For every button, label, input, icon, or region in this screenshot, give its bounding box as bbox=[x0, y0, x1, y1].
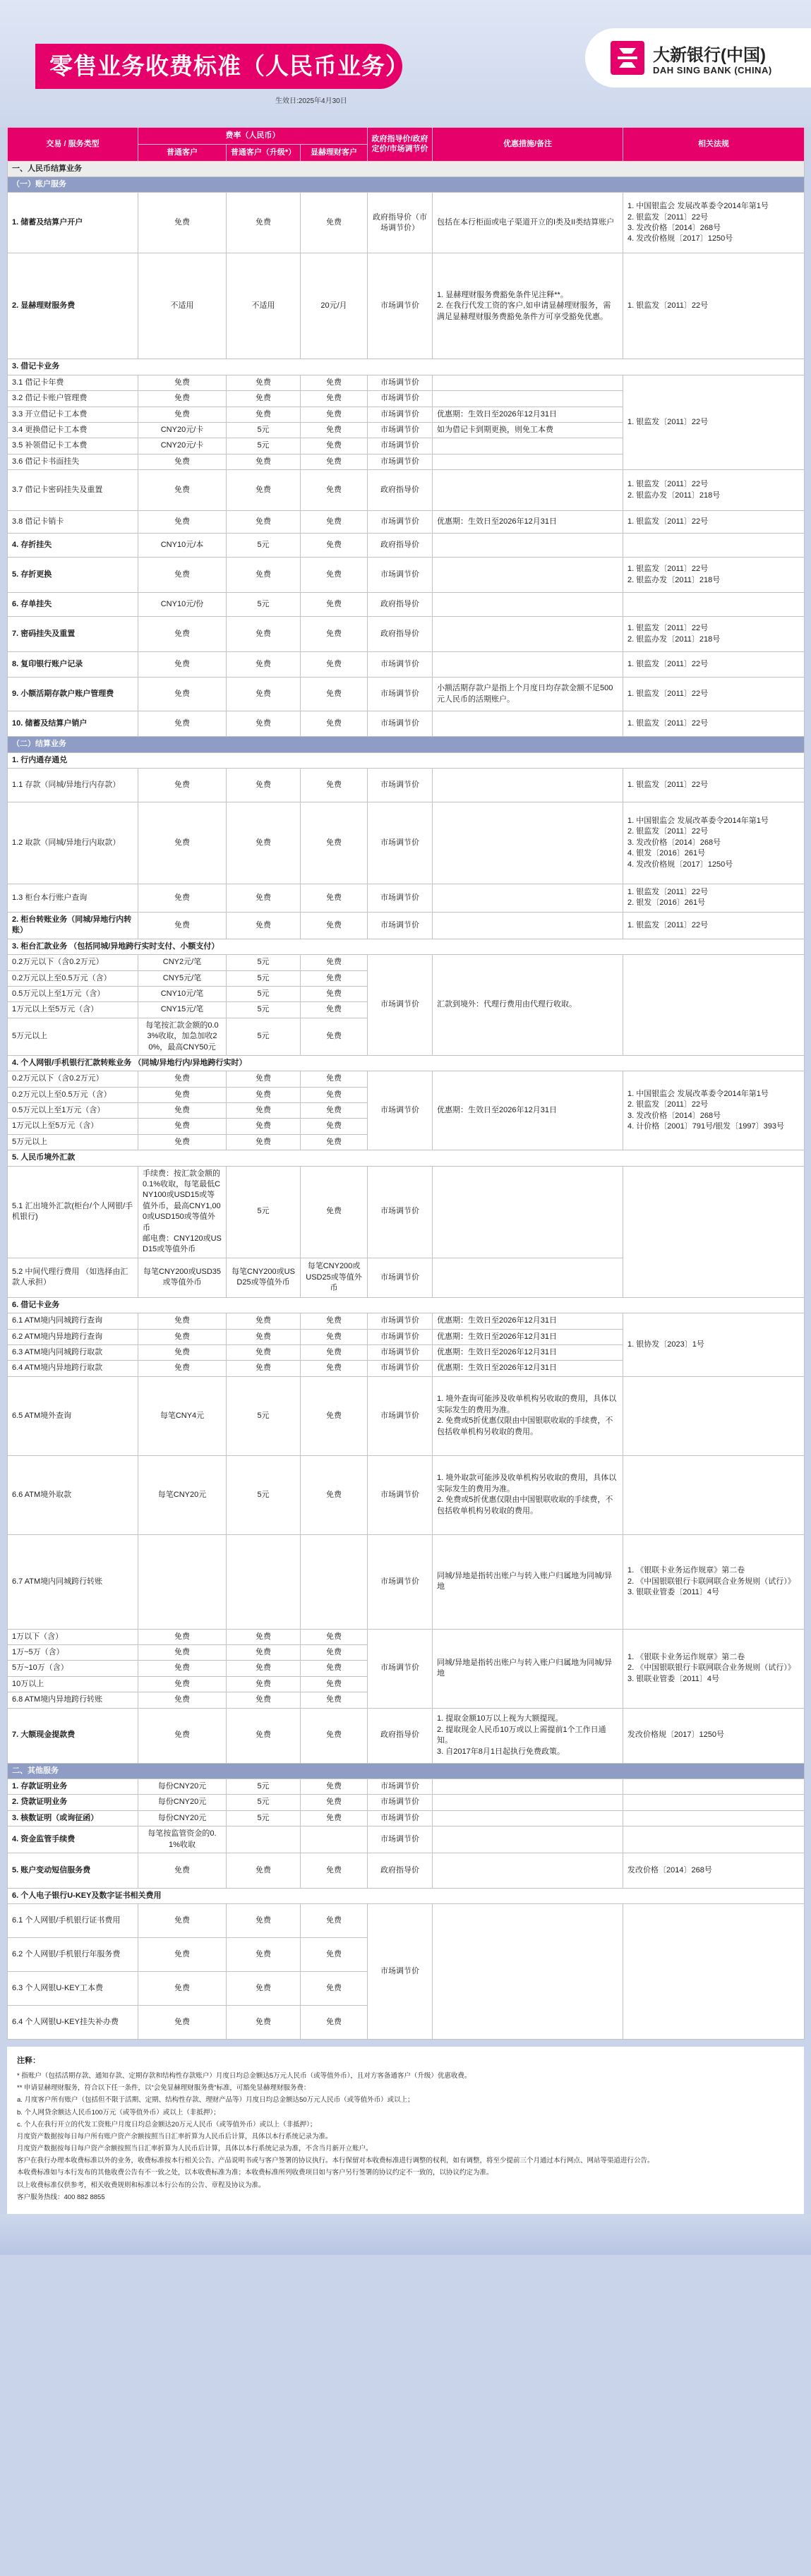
note-item: 月度资产数据按每日每户资产余额按照当日汇率折算为人民币后计算，具体以本行系统记录为准，不含当月新开立账户。 bbox=[17, 2145, 373, 2153]
table-row: 0.2万元以下（含0.2万元） 免费 免费 免费 市场调节价 优惠期：生效日至2026年12月31日 1. 中国银监会 发展改革委令2014年第1号 2. 银监发〔2011〕22号 3. 发改价格〔2014〕268号 4. 计价格〔2001〕791号/银发〔1997〕393号 bbox=[8, 1071, 805, 1087]
effective-date: 生效日:2025年4月30日 bbox=[275, 97, 347, 105]
note-item: 以上收费标准仅供参考，相关收费规则和标准以本行公布的公告、章程及协议为准。 bbox=[17, 2181, 265, 2189]
table-row: 6.5 ATM境外查询 每笔CNY4元 5元 免费 市场调节价 1. 境外查询可能涉及收单机构另收取的费用，具体以实际发生的费用为准。 2. 免费或5折优惠仅限由中国银联收取的手续费，不包括收单机构另收取的费用。 bbox=[8, 1376, 805, 1455]
table-row: 6.3 ATM境内同城跨行取款 免费 免费 免费 市场调节价 优惠期：生效日至2026年12月31日 bbox=[8, 1344, 805, 1360]
section-row: （一）账户服务 bbox=[8, 177, 805, 193]
table-row: 6.4 ATM境内异地跨行取款 免费 免费 免费 市场调节价 优惠期：生效日至2026年12月31日 bbox=[8, 1361, 805, 1376]
table-row: 3.7 借记卡密码挂失及重置 免费 免费 免费 政府指导价 1. 银监发〔2011〕22号 2. 银监办发〔2011〕218号 bbox=[8, 470, 805, 511]
table-row: 2. 柜台转账业务（同城/异地行内转账） 免费 免费 免费 市场调节价 1. 银监发〔2011〕22号 bbox=[8, 912, 805, 939]
table-row: 6.6 ATM境外取款 每笔CNY20元 5元 免费 市场调节价 1. 境外取款可能涉及收单机构另收取的费用，具体以实际发生的费用为准。 2. 免费或5折优惠仅限由中国银联收取的手续费，不包括收单机构另收取的费用。 bbox=[8, 1455, 805, 1534]
note-item: c. 个人在我行开立的代发工资账户月度日均总金额达20万元人民币（或等值外币）或以上（非抵押）； bbox=[17, 2120, 317, 2129]
notes-block bbox=[7, 2047, 804, 2214]
table-row: 6.1 个人网银/手机银行证书费用 免费 免费 免费 市场调节价 bbox=[8, 1904, 805, 1938]
table-row: 4. 资金监管手续费 每笔按监管资金的0.1%收取 市场调节价 bbox=[8, 1826, 805, 1853]
table-row: 3.4 更换借记卡工本费 CNY20元/卡 5元 免费 市场调节价 如为借记卡到期更换，则免工本费 bbox=[8, 423, 805, 438]
bank-logo-card bbox=[585, 28, 811, 88]
dah-sing-logo-icon bbox=[611, 41, 644, 75]
table-row: 9. 小额活期存款户账户管理费 免费 免费 免费 市场调节价 小额活期存款户是指上个月度日均存款金额不足500元人民币的活期账户。 1. 银监发〔2011〕22号 bbox=[8, 678, 805, 711]
table-row: 1万元以上至5万元（含） CNY15元/笔 5元 免费 bbox=[8, 1002, 805, 1018]
fee-table bbox=[7, 127, 805, 2040]
table-row: 0.2万元以上至0.5万元（含） CNY5元/笔 5元 免费 bbox=[8, 970, 805, 986]
table-row: 5. 存折更换 免费 免费 免费 市场调节价 1. 银监发〔2011〕22号 2. 银监办发〔2011〕218号 bbox=[8, 558, 805, 593]
table-row: 5万元以上 免费 免费 免费 bbox=[8, 1134, 805, 1150]
note-item: 客户服务热线：400 882 8855 bbox=[17, 2193, 105, 2201]
note-item: * 指账户（包括活期存款、通知存款、定期存款和结构性存款账户）月度日均总金额达5万元人民币（或等值外币），且对方客备通客户（升级）优惠收费。 bbox=[17, 2071, 471, 2080]
table-row: 6. 存单挂失 CNY10元/份 5元 免费 政府指导价 bbox=[8, 593, 805, 617]
note-item: 客户在我行办理本收费标准以外的业务，收费标准按本行相关公告、产品说明书或与客户签署的协议执行。本行保留对本收费标准进行调整的权利，如有调整，将至少提前三个月通过本行网点、网站等渠道进行公告。 bbox=[17, 2157, 654, 2165]
note-item: b. 个人网贷余额达人民币100万元（或等值外币）或以上（非抵押）； bbox=[17, 2108, 220, 2117]
table-row: 5.1 汇出境外汇款(柜台/个人网银/手机银行) 手续费：按汇款金额的0.1%收取，每笔最低CNY100或USD15或等值外币，最高CNY1,000或USD150或等值外币 邮电费：CNY120或USD15或等值外币 5元 免费 市场调节价 bbox=[8, 1166, 805, 1258]
table-row: 6.3 个人网银U-KEY工本费 免费 免费 免费 bbox=[8, 1972, 805, 2006]
note-item: 月度资产数据按每日每户所有账户资产余额按照当日汇率折算为人民币后计算，具体以本行系统记录为准。 bbox=[17, 2132, 332, 2141]
table-row: 0.5万元以上至1万元（含） CNY10元/笔 5元 免费 bbox=[8, 986, 805, 1001]
table-row: 3.2 借记卡账户管理费 免费 免费 免费 市场调节价 bbox=[8, 391, 805, 407]
table-row: 7. 大额现金提款费 免费 免费 免费 政府指导价 1. 提取金额10万以上视为大额提现。 2. 提取现金人民币10万或以上需提前1个工作日通知。 3. 自2017年8月1日起执行免费政策。 发改价格规〔2017〕1250号 bbox=[8, 1708, 805, 1763]
table-row: 5.2 中间代理行费用 （如选择由汇款人承担） 每笔CNY200或USD35或等值外币 每笔CNY200或USD25或等值外币 每笔CNY200或USD25或等值外币 市场调节价 bbox=[8, 1258, 805, 1297]
table-row: 7. 密码挂失及重置 免费 免费 免费 政府指导价 1. 银监发〔2011〕22号 2. 银监办发〔2011〕218号 bbox=[8, 617, 805, 652]
table-row: 6.7 ATM境内同城跨行转账 市场调节价 同城/异地是指转出账户与转入账户归属地为同城/异地 1. 《银联卡业务运作规章》第二卷 2. 《中国银联银行卡联网联合业务规则（试行）》 3. 银联业管委〔2011〕4号 bbox=[8, 1534, 805, 1629]
table-row: 6.4 个人网银U-KEY挂失补办费 免费 免费 免费 bbox=[8, 2006, 805, 2040]
page-title: 零售业务收费标准（人民币业务） bbox=[35, 44, 402, 89]
fee-table-wrap bbox=[0, 127, 811, 2040]
note-item: ** 申请显赫理财服务，符合以下任一条件，以“会免显赫理财服务费”标准，可豁免显赫理财服务费： bbox=[17, 2084, 311, 2093]
table-row: 1. 存款证明业务 每份CNY20元 5元 免费 市场调节价 bbox=[8, 1779, 805, 1795]
bank-name-en: DAH SING BANK (CHINA) bbox=[653, 65, 772, 76]
table-row: 1万~5万（含） 免费 免费 免费 bbox=[8, 1645, 805, 1661]
table-row: 4. 存折挂失 CNY10元/本 5元 免费 政府指导价 bbox=[8, 534, 805, 558]
table-row: 3.8 借记卡销卡 免费 免费 免费 市场调节价 优惠期：生效日至2026年12月31日 1. 银监发〔2011〕22号 bbox=[8, 511, 805, 534]
bank-name-cn: 大新银行(中国) bbox=[653, 46, 766, 65]
table-row: 6.1 ATM境内同城跨行查询 免费 免费 免费 市场调节价 优惠期：生效日至2026年12月31日 1. 银协发〔2023〕1号 bbox=[8, 1313, 805, 1329]
table-row: 3.6 借记卡书面挂失 免费 免费 免费 市场调节价 bbox=[8, 454, 805, 469]
col-normal-plus: 普通客户（升级*） bbox=[227, 144, 301, 161]
table-row: 5. 账户变动短信服务费 免费 免费 免费 政府指导价 发改价格〔2014〕268号 bbox=[8, 1853, 805, 1889]
col-vip: 显赫理财客户 bbox=[301, 144, 368, 161]
table-header-row bbox=[8, 128, 805, 145]
table-row: 3.5 补领借记卡工本费 CNY20元/卡 5元 免费 市场调节价 bbox=[8, 438, 805, 454]
col-remark: 优惠措施/备注 bbox=[433, 128, 623, 162]
col-normal: 普通客户 bbox=[138, 144, 227, 161]
table-row: 0.2万元以上至0.5万元（含） 免费 免费 免费 bbox=[8, 1087, 805, 1102]
section-row: （二）结算业务 bbox=[8, 737, 805, 752]
subsection-row: 6. 借记卡业务 bbox=[8, 1297, 805, 1313]
table-row: 2. 贷款证明业务 每份CNY20元 5元 免费 市场调节价 bbox=[8, 1795, 805, 1810]
note-item: 本收费标准如与本行发布的其他收费公告有不一致之处，以本收费标准为准；本收费标准所列收费项目如与客户另行签署的协议约定不一致的，以协议约定为准。 bbox=[17, 2169, 493, 2177]
col-fee-group: 费率（人民币） bbox=[138, 128, 368, 145]
table-row: 3.3 开立借记卡工本费 免费 免费 免费 市场调节价 优惠期：生效日至2026年12月31日 bbox=[8, 407, 805, 422]
subsection-row: 3. 柜台汇款业务 （包括同城/异地跨行实时支付、小额支付） bbox=[8, 939, 805, 954]
subsection-row: 1. 行内通存通兑 bbox=[8, 752, 805, 768]
section-row: 二、其他服务 bbox=[8, 1763, 805, 1778]
col-type: 交易 / 服务类型 bbox=[8, 128, 138, 162]
table-row: 2. 显赫理财服务费 不适用 不适用 20元/月 市场调节价 1. 显赫理财服务费豁免条件见注释**。 2. 在我行代发工资的客户,如申请显赫理财服务，需满足显赫理财服务费豁免条件方可享受豁免优惠。 1. 银监发〔2011〕22号 bbox=[8, 253, 805, 359]
table-row: 1.1 存款（同城/异地行内存款） 免费 免费 免费 市场调节价 1. 银监发〔2011〕22号 bbox=[8, 768, 805, 802]
notes-heading: 注释： bbox=[17, 2057, 40, 2066]
table-row: 1万元以上至5万元（含） 免费 免费 免费 bbox=[8, 1119, 805, 1134]
table-row: 10万以上 免费 免费 免费 bbox=[8, 1676, 805, 1692]
subsection-row: 3. 借记卡业务 bbox=[8, 359, 805, 375]
table-row: 5万元以上 每笔按汇款金额的0.03%收取，加急加收20%，最高CNY50元 5元 免费 bbox=[8, 1018, 805, 1055]
table-row: 1.2 取款（同城/异地行内取款） 免费 免费 免费 市场调节价 1. 中国银监会 发展改革委令2014年第1号 2. 银监发〔2011〕22号 3. 发改价格〔2014〕268号 4. 银发〔2016〕261号 4. 发改价格规〔2017〕1250号 bbox=[8, 802, 805, 884]
table-row: 1. 储蓄及结算户开户 免费 免费 免费 政府指导价（市场调节价） 包括在本行柜面或电子渠道开立的I类及II类结算账户 1. 中国银监会 发展改革委令2014年第1号 2. 银监发〔2011〕22号 3. 发改价格〔2014〕268号 4. 发改价格规〔2017〕1250号 bbox=[8, 193, 805, 253]
table-row: 6.2 个人网银/手机银行年服务费 免费 免费 免费 bbox=[8, 1938, 805, 1972]
note-item: a. 月度客户所有账户（包括但不限于活期、定期、结构性存款、理财产品等）月度日均总金额达50万元人民币（或等值外币）或以上； bbox=[17, 2096, 414, 2105]
col-pricing: 政府指导价/政府定价/市场调节价 bbox=[368, 128, 433, 162]
table-row: 10. 储蓄及结算户销户 免费 免费 免费 市场调节价 1. 银监发〔2011〕22号 bbox=[8, 711, 805, 737]
subsection-row: 5. 人民币境外汇款 bbox=[8, 1150, 805, 1166]
table-row: 8. 复印银行账户记录 免费 免费 免费 市场调节价 1. 银监发〔2011〕22号 bbox=[8, 652, 805, 678]
page-footer-bar bbox=[0, 2214, 811, 2255]
table-row: 3. 核数证明（或询征函） 每份CNY20元 5元 免费 市场调节价 bbox=[8, 1810, 805, 1826]
table-row: 0.2万元以下（含0.2万元） CNY2元/笔 5元 免费 市场调节价 汇款到境外：代理行费用由代理行收取。 bbox=[8, 955, 805, 970]
table-row: 6.8 ATM境内异地跨行转账 免费 免费 免费 bbox=[8, 1692, 805, 1708]
category-row: 一、人民币结算业务 bbox=[8, 161, 805, 176]
table-row: 1万以下（含） 免费 免费 免费 市场调节价 同城/异地是指转出账户与转入账户归属地为同城/异地 1. 《银联卡业务运作规章》第二卷 2. 《中国银联银行卡联网联合业务规则（试行）》 3. 银联业管委〔2011〕4号 bbox=[8, 1629, 805, 1644]
table-row: 6.2 ATM境内异地跨行查询 免费 免费 免费 市场调节价 优惠期：生效日至2026年12月31日 bbox=[8, 1329, 805, 1344]
table-row: 1.3 柜台本行账户查询 免费 免费 免费 市场调节价 1. 银监发〔2011〕22号 2. 银发〔2016〕261号 bbox=[8, 884, 805, 912]
subsection-row: 6. 个人电子银行U-KEY及数字证书相关费用 bbox=[8, 1889, 805, 1904]
table-row: 0.5万元以上至1万元（含） 免费 免费 免费 bbox=[8, 1103, 805, 1119]
table-row: 3.1 借记卡年费 免费 免费 免费 市场调节价 1. 银监发〔2011〕22号 bbox=[8, 375, 805, 390]
table-row: 5万~10万（含） 免费 免费 免费 bbox=[8, 1661, 805, 1676]
subsection-row: 4. 个人网银/手机银行汇款转账业务 （同城/异地行内/异地跨行实时） bbox=[8, 1055, 805, 1071]
col-law: 相关法规 bbox=[623, 128, 805, 162]
page-header bbox=[0, 0, 811, 127]
